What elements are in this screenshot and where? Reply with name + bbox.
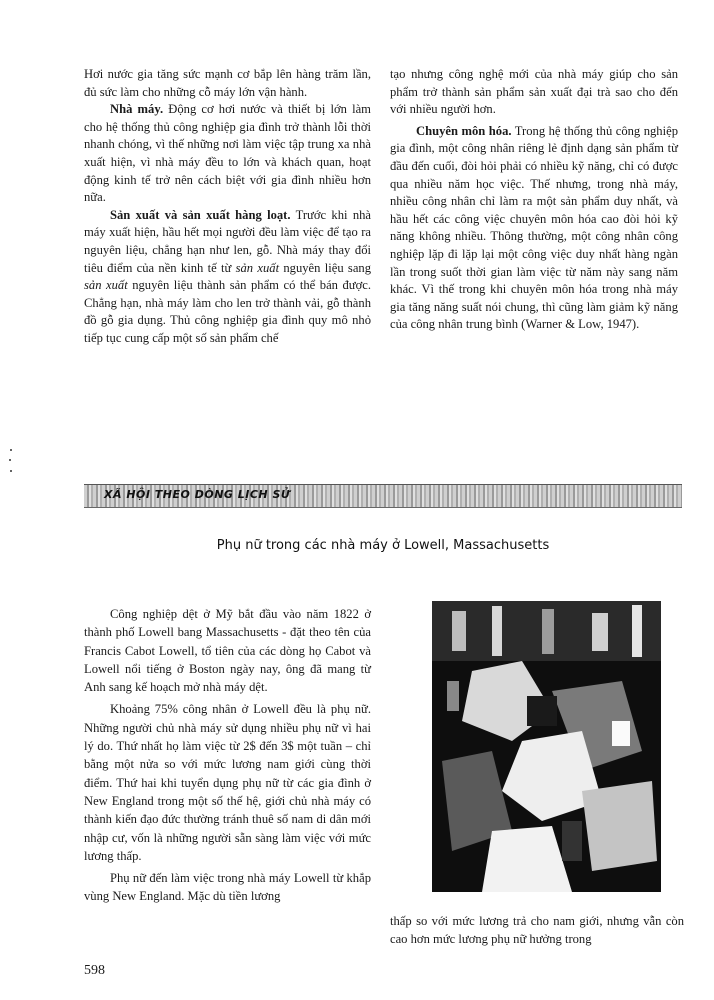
left-paragraph-3 bbox=[84, 207, 371, 348]
box-paragraph-3: Phụ nữ đến làm việc trong nhà máy Lowell từ khắp vùng New England. Mặc dù tiền lương bbox=[84, 871, 371, 904]
left-paragraph-3-a: Trước khi nhà máy xuất hiện, hầu hết mọi người đều làm việc để tạo ra nguyên liệu, chẳng hạn như len, gỗ. Nhà máy thay đổi tiêu điểm của nền kinh tế từ bbox=[84, 207, 371, 275]
left-paragraph-2-body: Động cơ hơi nước và thiết bị lớn làm cho hệ thống thủ công nghiệp gia đình trở thành lỗi thời nhanh chóng, vì thế những nơi làm việc tập trung xa nhà xuất hiện, vì nhà máy đều to lớn và khách quan, hoạt động kinh tế trở nên cách biệt với gia đình nhiều hơn nữa. bbox=[84, 102, 371, 205]
heading-factory: Nhà máy. bbox=[110, 102, 164, 117]
right-column bbox=[390, 66, 678, 334]
heading-specialization: Chuyên môn hóa. bbox=[416, 123, 512, 138]
factory-photo-image bbox=[432, 601, 661, 892]
left-column bbox=[84, 66, 371, 348]
heading-mass-production: Sản xuất và sản xuất hàng loạt. bbox=[110, 207, 291, 222]
right-paragraph-1: tạo nhưng công nghệ mới của nhà máy giúp cho sản phẩm trở thành sản phẩm sản xuất đại trà sao cho đến với nhiều người hơn. bbox=[390, 67, 678, 117]
emphasis-san-xuat-2: sản xuất bbox=[84, 278, 128, 293]
left-paragraph-3-b: nguyên liệu sang bbox=[279, 260, 372, 275]
left-paragraph-1: Hơi nước gia tăng sức mạnh cơ bắp lên hàng trăm lần, đủ sức làm cho những cỗ máy lớn vận hành. bbox=[84, 67, 371, 99]
box-right-column bbox=[390, 912, 684, 949]
scan-edge-marks bbox=[8, 447, 14, 477]
factory-photo bbox=[432, 601, 661, 892]
banner-label: XÃ HỘI THEO DÒNG LỊCH SỬ bbox=[104, 488, 291, 501]
left-paragraph-2 bbox=[84, 101, 371, 207]
box-title: Phụ nữ trong các nhà máy ở Lowell, Massachusetts bbox=[216, 538, 550, 553]
box-paragraph-2: Khoảng 75% công nhân ở Lowell đều là phụ nữ. Những người chủ nhà máy sử dụng nhiều phụ nữ vì hai lý do. Thứ nhất họ làm việc từ 2$ đến 3$ một tuần – chỉ bằng một nửa so với mức lương nam giới cùng thời điểm. Thứ hai khi tuyển dụng phụ nữ từ các gia đình ở New England trong một số thế hệ, giới chủ nhà máy có thành kiến đạo đức thường tránh thuê số nam di dân mới nhập cư, vốn là những người sẵn sàng làm việc với mức lương thấp. bbox=[84, 702, 371, 863]
emphasis-san-xuat-1: sản xuất bbox=[235, 260, 280, 275]
box-left-column bbox=[84, 605, 371, 906]
right-paragraph-2 bbox=[390, 123, 678, 334]
page-number: 598 bbox=[84, 963, 105, 978]
box-paragraph-1: Công nghiệp dệt ở Mỹ bắt đầu vào năm 1822 ở thành phố Lowell bang Massachusetts - đặt theo tên của Francis Cabot Lowell, tổ tiên của các dòng họ Cabot và Lowell nổi tiếng ở Boston ngày nay, ông đã mang từ Anh sang kế hoạch mở nhà máy dệt. bbox=[84, 607, 371, 695]
left-paragraph-3-c: nguyên liệu thành sản phẩm có thể bán được. Chẳng hạn, nhà máy làm cho len trở thành vải, gỗ thành đồ gỗ gia dụng. Thủ công nghiệp gia đình quy mô nhỏ tiếp tục cung cấp một số sản phẩm chế bbox=[84, 278, 371, 345]
box-right-text: thấp so với mức lương trả cho nam giới, nhưng vẫn còn cao hơn mức lương phụ nữ hưởng trong bbox=[390, 914, 684, 947]
right-paragraph-2-body: Trong hệ thống thủ công nghiệp gia đình, một công nhân riêng lẻ định dạng sản phẩm từ đầu đến cuối, đòi hỏi phải có nhiều kỹ năng, chỉ có được qua nhiều năm học việc. Thế nhưng, trong nhà máy, nhiều công nhân chỉ làm ra một sản phẩm duy nhất, và hầu hết các công việc chuyên môn hóa cao đòi hỏi kỹ năng không nhiều. Thông thường, một công nhân công nghiệp lặp đi lặp lại một công việc duy nhất hàng ngàn lần trong suốt thời gian làm việc từ năm này sang năm khác. Vì thế trong khi chuyên môn hóa trong nhà máy gia tăng năng suất nói chung, thì cũng làm giảm kỹ năng của công nhân trung bình (Warner & Low, 1947). bbox=[390, 123, 678, 332]
section-banner bbox=[84, 484, 682, 508]
